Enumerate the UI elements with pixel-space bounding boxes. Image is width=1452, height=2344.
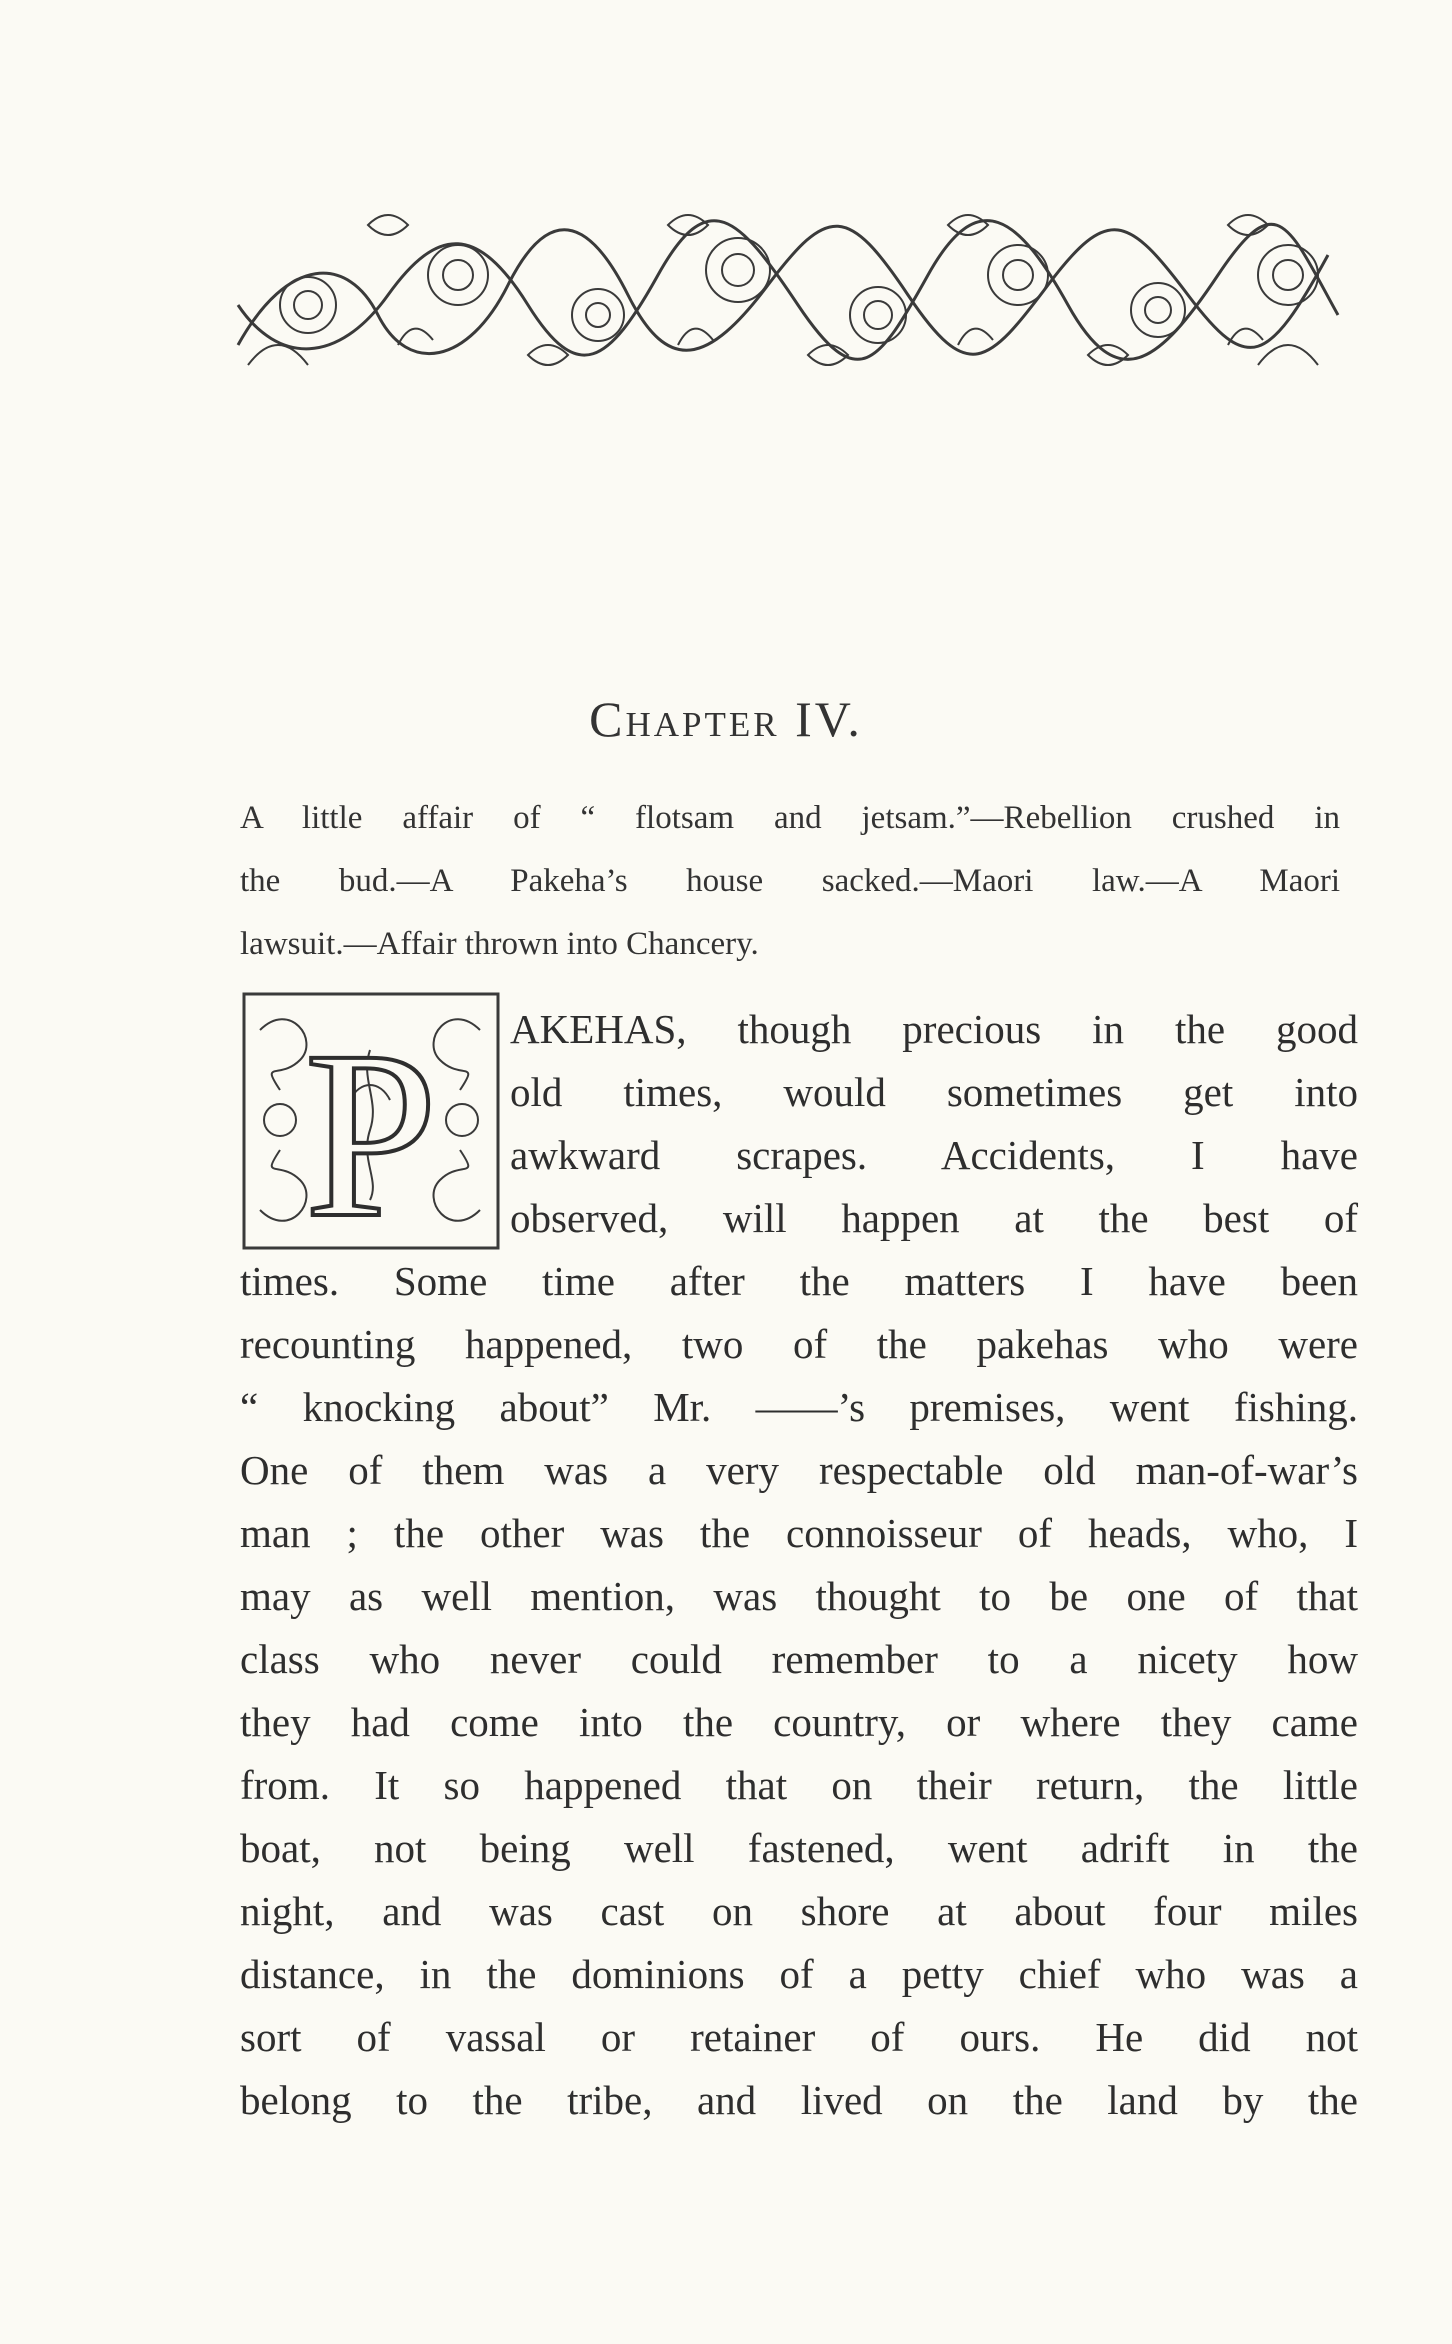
body-line: class who never could remember to a nicety how — [240, 1636, 1358, 1682]
body-line: recounting happened, two of the pakehas who were — [240, 1321, 1358, 1367]
body-line: awkward scrapes. Accidents, I have — [510, 1132, 1358, 1178]
summary-line: lawsuit.—Affair thrown into Chancery. — [240, 926, 759, 962]
body-line: observed, will happen at the best of — [510, 1195, 1358, 1241]
body-line: night, and was cast on shore at about four miles — [240, 1888, 1358, 1934]
body-line: “ knocking about” Mr. ——’s premises, went fishing. — [240, 1384, 1358, 1430]
body-line: they had come into the country, or where they came — [240, 1699, 1358, 1745]
body-line: sort of vassal or retainer of ours. He did not — [240, 2014, 1358, 2060]
dropcap-letter: P — [304, 1001, 438, 1252]
body-line: times. Some time after the matters I have been — [240, 1258, 1358, 1304]
summary-line: A little affair of “ flotsam and jetsam.”—Rebellion crushed in — [240, 800, 1340, 836]
body-line: AKEHAS, though precious in the good — [510, 1006, 1358, 1052]
body-text — [240, 998, 1358, 2132]
ornamental-headpiece — [228, 195, 1348, 385]
body-line: belong to the tribe, and lived on the land by the — [240, 2077, 1358, 2123]
body-line: distance, in the dominions of a petty chief who was a — [240, 1951, 1358, 1997]
body-line: One of them was a very respectable old man-of-war’s — [240, 1447, 1358, 1493]
body-line: old times, would sometimes get into — [510, 1069, 1358, 1115]
body-line: man ; the other was the connoisseur of heads, who, I — [240, 1510, 1358, 1556]
body-line: may as well mention, was thought to be one of that — [240, 1573, 1358, 1619]
summary-line: the bud.—A Pakeha’s house sacked.—Maori law.—A Maori — [240, 863, 1340, 899]
chapter-summary — [240, 792, 1340, 981]
body-line: boat, not being well fastened, went adrift in the — [240, 1825, 1358, 1871]
body-line: from. It so happened that on their return, the little — [240, 1762, 1358, 1808]
chapter-title: Chapter IV. — [589, 691, 863, 747]
